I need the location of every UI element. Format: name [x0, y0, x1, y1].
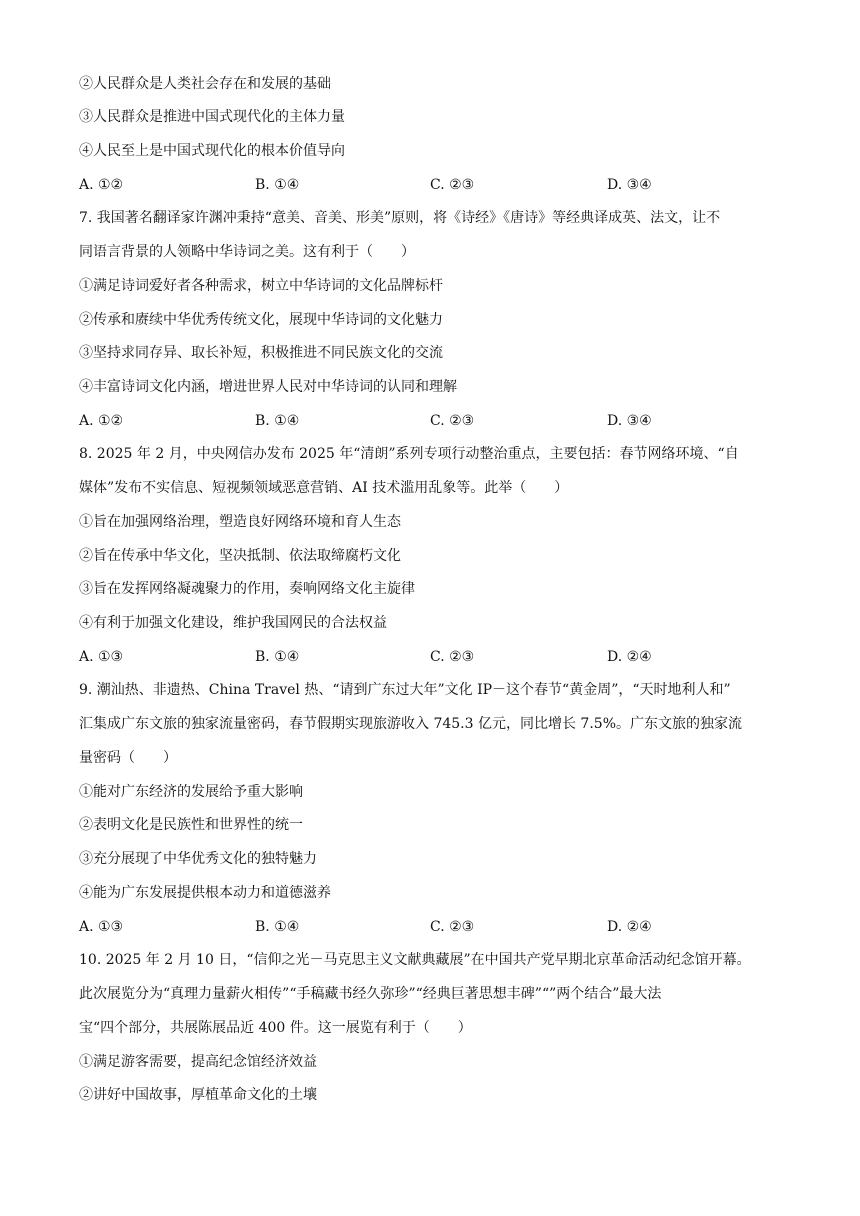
q6-option-a: A. ①②	[79, 177, 124, 193]
q8-option-d: D. ②④	[607, 649, 652, 665]
q9-statement-2: ②表明文化是民族性和世界性的统一	[79, 817, 303, 833]
q8-statement-1: ①旨在加强网络治理，塑造良好网络环境和育人生态	[79, 514, 401, 530]
q9-statement-3: ③充分展现了中华优秀文化的独特魅力	[79, 851, 317, 867]
q10-stem-line-2: 此次展览分为“真理力量薪火相传”“手稿藏书经久弥珍”“经典巨著思想丰碑”“”两个结合”最大法	[79, 986, 662, 1002]
q6-statement-4: ④人民至上是中国式现代化的根本价值导向	[79, 143, 345, 159]
q10-stem-line-1: 10. 2025 年 2 月 10 日，“信仰之光－马克思主义文献典藏展”在中国共产党早期北京革命活动纪念馆开幕。	[79, 952, 751, 968]
q9-statement-4: ④能为广东发展提供根本动力和道德滋养	[79, 885, 331, 901]
q10-stem-line-3: 宝“四个部分，共展陈展品近 400 件。这一展览有利于（ ）	[79, 1020, 472, 1036]
q7-stem-line-1: 7. 我国著名翻译家许渊冲秉持“意美、音美、形美”原则，将《诗经》《唐诗》等经典译成英、法文，让不	[79, 210, 721, 226]
q6-option-b: B. ①④	[255, 177, 300, 193]
q7-option-d: D. ③④	[607, 413, 652, 429]
q8-stem-line-2: 媒体”发布不实信息、短视频领域恶意营销、AI 技术滥用乱象等。此举（ ）	[79, 480, 569, 496]
q7-statement-4: ④丰富诗词文化内涵，增进世界人民对中华诗词的认同和理解	[79, 379, 457, 395]
q8-stem-line-1: 8. 2025 年 2 月，中央网信办发布 2025 年“清朗”系列专项行动整治重点，主要包括：春节网络环境、“自	[79, 446, 739, 462]
q9-stem-line-3: 量密码（ ）	[79, 750, 177, 766]
q6-statement-3: ③人民群众是推进中国式现代化的主体力量	[79, 109, 345, 125]
q8-statement-2: ②旨在传承中华文化，坚决抵制、依法取缔腐朽文化	[79, 548, 401, 564]
q9-statement-1: ①能对广东经济的发展给予重大影响	[79, 784, 303, 800]
q7-option-b: B. ①④	[255, 413, 300, 429]
q7-statement-2: ②传承和赓续中华优秀传统文化，展现中华诗词的文化魅力	[79, 312, 443, 328]
q10-statement-1: ①满足游客需要，提高纪念馆经济效益	[79, 1054, 317, 1070]
q8-statement-3: ③旨在发挥网络凝魂聚力的作用，奏响网络文化主旋律	[79, 581, 415, 597]
q6-statement-2: ②人民群众是人类社会存在和发展的基础	[79, 76, 331, 92]
q8-statement-4: ④有利于加强文化建设，维护我国网民的合法权益	[79, 615, 387, 631]
q9-stem-line-2: 汇集成广东文旅的独家流量密码，春节假期实现旅游收入 745.3 亿元，同比增长 7.5%。广东文旅的独家流	[79, 716, 742, 732]
q9-option-c: C. ②③	[430, 919, 475, 935]
q9-option-a: A. ①③	[79, 919, 124, 935]
q6-option-c: C. ②③	[430, 177, 475, 193]
q7-option-c: C. ②③	[430, 413, 475, 429]
q7-statement-1: ①满足诗词爱好者各种需求，树立中华诗词的文化品牌标杆	[79, 278, 443, 294]
q9-option-d: D. ②④	[607, 919, 652, 935]
q6-option-d: D. ③④	[607, 177, 652, 193]
q9-option-b: B. ①④	[255, 919, 300, 935]
q10-statement-2: ②讲好中国故事，厚植革命文化的土壤	[79, 1087, 317, 1103]
q7-option-a: A. ①②	[79, 413, 124, 429]
q7-stem-line-2: 同语言背景的人领略中华诗词之美。这有利于（ ）	[79, 244, 415, 260]
q8-option-b: B. ①④	[255, 649, 300, 665]
q8-option-a: A. ①③	[79, 649, 124, 665]
q8-option-c: C. ②③	[430, 649, 475, 665]
q9-stem-line-1: 9. 潮汕热、非遗热、China Travel 热、“请到广东过大年”文化 IP－这个春节“黄金周”，“天时地利人和”	[79, 682, 731, 698]
q7-statement-3: ③坚持求同存异、取长补短，积极推进不同民族文化的交流	[79, 345, 443, 361]
